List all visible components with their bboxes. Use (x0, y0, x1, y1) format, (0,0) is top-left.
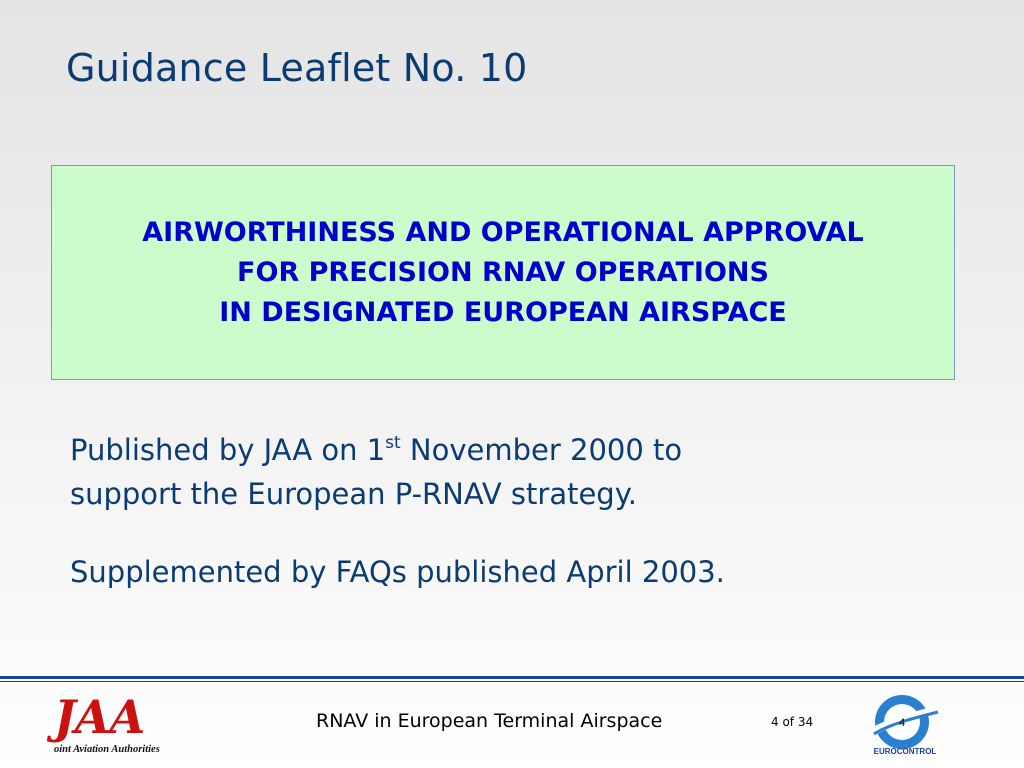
published-paragraph (70, 428, 682, 516)
jaa-logo: JAA (54, 690, 145, 744)
footer-rule-thin (0, 681, 1024, 682)
slide-number: 4 (898, 717, 906, 729)
footer-presentation-title: RNAV in European Terminal Airspace (316, 710, 663, 732)
jaa-logo-subtitle: oint Aviation Authorities (54, 744, 160, 755)
title-line-2: FOR PRECISION RNAV OPERATIONS (237, 256, 769, 288)
footer-rule-thick (0, 676, 1024, 679)
page-count: 4 of 34 (771, 715, 814, 729)
published-text-a: Published by JAA on 1 (70, 433, 386, 467)
published-text-b: November 2000 to (400, 433, 683, 467)
ordinal-suffix: st (385, 433, 401, 453)
eurocontrol-wordmark: EUROCONTROL (873, 747, 937, 756)
published-line-1 (70, 428, 682, 472)
slide-title: Guidance Leaflet No. 10 (66, 46, 528, 90)
supplemented-paragraph: Supplemented by FAQs published April 2003. (70, 555, 725, 589)
title-line-1: AIRWORTHINESS AND OPERATIONAL APPROVAL (142, 216, 864, 248)
published-line-2: support the European P-RNAV strategy. (70, 477, 637, 511)
title-line-3: IN DESIGNATED EUROPEAN AIRSPACE (219, 296, 787, 328)
document-title-box (51, 165, 955, 380)
